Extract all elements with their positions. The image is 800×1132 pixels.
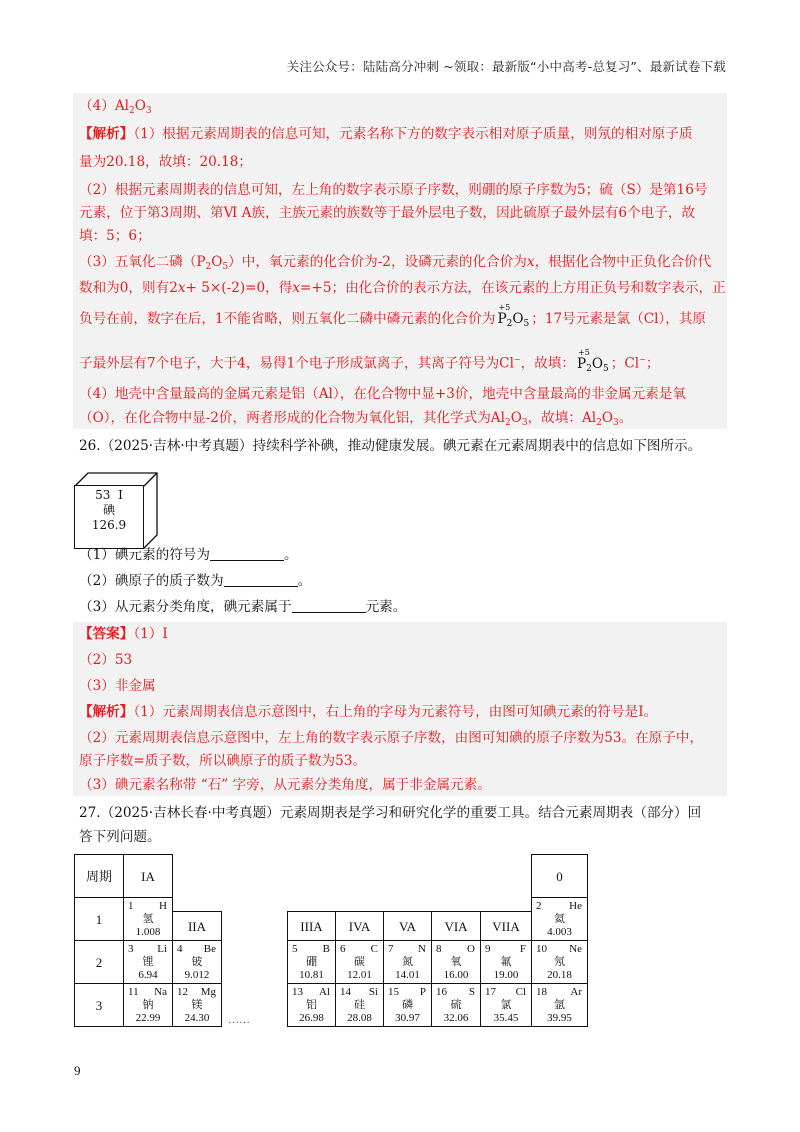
group-0-header: 0 bbox=[531, 854, 588, 898]
element-cell-He: 2 He 氦 4.003 bbox=[531, 897, 588, 941]
analysis-line: （2）根据元素周期表的信息可知，左上角的数字表示原子序数，则硼的原子序数为5；硫（S）是第16号 bbox=[79, 182, 708, 198]
element-cell: 16 S 硫 32.06 bbox=[431, 983, 481, 1027]
analysis-line: 子最外层有7个电子，大于4，易得1个电子形成氯离子，其离子符号为Cl−，故填： +5 $P_2O_5$ ；Cl−； bbox=[79, 350, 659, 379]
element-cell: 15 P 磷 30.97 bbox=[383, 983, 432, 1027]
element-cell: 18 Ar 氩 39.95 bbox=[531, 983, 588, 1027]
element-name: 碘 bbox=[102, 503, 115, 517]
group-IA-header: IA bbox=[123, 854, 173, 898]
element-symbol: I bbox=[118, 488, 123, 502]
analysis-line: （3）碘元素名称带 “石” 字旁，从元素分类角度，属于非金属元素。 bbox=[79, 777, 491, 793]
valence-formula: +5 $P_2O_5$ bbox=[577, 347, 609, 374]
element-cell: 5 B 硼 10.81 bbox=[287, 940, 336, 984]
analysis-line: 量为20.18，故填：20.18； bbox=[79, 154, 252, 170]
element-cell-H: 1 H 氢 1.008 bbox=[123, 897, 173, 941]
answer-blank[interactable] bbox=[224, 572, 298, 587]
element-cell: 3 Li 锂 6.94 bbox=[123, 940, 173, 984]
element-cell: 17 Cl 氯 35.45 bbox=[480, 983, 532, 1027]
element-cell: 14 Si 硅 28.08 bbox=[335, 983, 384, 1027]
question-26-part-3: （3）从元素分类角度，碘元素属于 元素。 bbox=[79, 599, 407, 615]
element-cell: 9 F 氟 19.00 bbox=[480, 940, 532, 984]
question-26-stem: 26.（2025·吉林·中考真题）持续科学补碘，推动健康发展。碘元素在元素周期表中的信息如下图所示。 bbox=[79, 438, 702, 454]
group-header: VA bbox=[383, 911, 432, 941]
answer-line-4: $(4)Al_2O_3$ bbox=[79, 98, 152, 116]
analysis-line: （3）五氧化二磷$(P_2O_5)$中，氧元素的化合价为-2，设磷元素的化合价为x，根据化合物中正负化合价代 bbox=[79, 254, 712, 272]
period-label: 1 bbox=[74, 897, 124, 941]
element-cell: 13 Al 铝 26.98 bbox=[287, 983, 336, 1027]
answer-blank[interactable] bbox=[292, 598, 366, 613]
question-27-stem: 答下列问题。 bbox=[79, 829, 161, 845]
question-26-part-2: （2）碘原子的质子数为 。 bbox=[79, 573, 312, 589]
group-header: IIA bbox=[172, 911, 222, 941]
answer-line: 【答案】（1）I bbox=[79, 626, 168, 642]
group-header: IVA bbox=[335, 911, 384, 941]
analysis-line: 【解析】（1）元素周期表信息示意图中，右上角的字母为元素符号，由图可知碘元素的符号是I。 bbox=[79, 704, 658, 720]
element-cell: 8 O 氧 16.00 bbox=[431, 940, 481, 984]
page-number: 9 bbox=[74, 1063, 81, 1078]
period-label: 2 bbox=[74, 940, 124, 984]
analysis-line: 【解析】（1）根据元素周期表的信息可知，元素名称下方的数字表示相对原子质量，则氖的相对原子质 bbox=[79, 126, 693, 142]
element-cell: 7 N 氮 14.01 bbox=[383, 940, 432, 984]
question-27-stem: 27.（2025·吉林长春·中考真题）元素周期表是学习和研究化学的重要工具。结合元素周期表（部分）回 bbox=[79, 805, 702, 821]
group-header: VIA bbox=[431, 911, 481, 941]
analysis-line: （O），在化合物中显-2价，两者形成的化合物为氧化铝，其化学式为$Al_2O_3$，故填：$Al_2O_3$。 bbox=[79, 410, 633, 428]
period-label: 3 bbox=[74, 983, 124, 1027]
table-ellipsis: …… bbox=[228, 1014, 250, 1026]
analysis-line: （2）元素周期表信息示意图中，左上角的数字表示原子序数，由图可知碘的原子序数为53。在原子中， bbox=[79, 730, 704, 746]
element-cell: 6 C 碳 12.01 bbox=[335, 940, 384, 984]
element-card-face bbox=[74, 485, 144, 549]
element-cell: 12 Mg 镁 24.30 bbox=[172, 983, 222, 1027]
analysis-line: （4）地壳中含量最高的金属元素是铝（Al），在化合物中显+3价，地壳中含量最高的非金属元素是氧 bbox=[79, 386, 686, 402]
page-header: 关注公众号：陆陆高分冲刺 ~领取：最新版“小中高考-总复习”、最新试卷下载 bbox=[286, 59, 726, 74]
element-cell: 10 Ne 氖 20.18 bbox=[531, 940, 588, 984]
analysis-line: 元素，位于第3周期、第Ⅵ A族，主族元素的族数等于最外层电子数，因此硫原子最外层有6个电子，故 bbox=[79, 205, 696, 221]
answer-line: （2）53 bbox=[79, 652, 133, 668]
answer-line: （3）非金属 bbox=[79, 678, 156, 694]
period-header: 周期 bbox=[74, 854, 124, 898]
group-header: IIIA bbox=[287, 911, 336, 941]
analysis-line: 填：5；6； bbox=[79, 228, 151, 244]
valence-formula: +5 $P_2O_5$ bbox=[497, 303, 530, 329]
analysis-line: 负号在前，数字在后，1不能省略，则五氧化二磷中磷元素的化合价为 +5 $P_2O_5$ ；17号元素是氯（Cl），其原 bbox=[79, 309, 706, 334]
analysis-line: 数和为0，则有2x+ 5×(-2)=0，得x=+5；由化合价的表示方法，在该元素的上方用正负号和数字表示，正 bbox=[79, 280, 726, 296]
group-header: VIIA bbox=[480, 911, 532, 941]
analysis-line: 原子序数=质子数，所以碘原子的质子数为53。 bbox=[79, 753, 366, 769]
atomic-number: 53 bbox=[95, 488, 111, 502]
question-26-part-1: （1）碘元素的符号为 。 bbox=[79, 547, 298, 563]
element-cell: 11 Na 钠 22.99 bbox=[123, 983, 173, 1027]
atomic-mass: 126.9 bbox=[91, 518, 127, 532]
element-cell: 4 Be 铍 9.012 bbox=[172, 940, 222, 984]
answer-blank[interactable] bbox=[210, 546, 284, 561]
